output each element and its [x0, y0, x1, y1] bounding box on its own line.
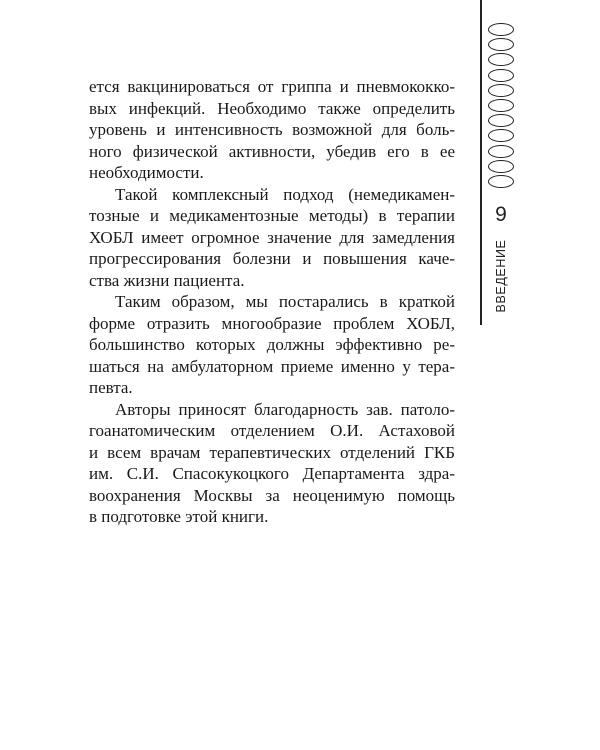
text-line: ного физической активности, убедив его в ее: [89, 141, 455, 161]
text-line: уровень и интенсивность возможной для боль-: [89, 120, 455, 139]
text-line: ства жизни пациента.: [89, 270, 245, 290]
text-line: Авторы приносят благодарность зав. патоло-: [115, 399, 455, 419]
circle-ornament: [488, 160, 514, 173]
page-number: 9: [495, 203, 507, 226]
paragraph-1: [89, 76, 455, 184]
margin-rule: [480, 0, 482, 325]
circle-ornament: [488, 114, 514, 127]
circle-ornament: [488, 175, 514, 188]
text-line: гоанатомическим отделением О.И. Астаховой: [89, 421, 455, 440]
text-line: форме отразить многообразие проблем ХОБЛ,: [89, 313, 455, 333]
paragraph-2: [89, 184, 455, 292]
section-marker-circles: [484, 23, 518, 190]
body-text: [89, 76, 455, 528]
circle-ornament: [488, 53, 514, 66]
text-line: в подготовке этой книги.: [89, 507, 269, 526]
text-line: необходимости.: [89, 163, 204, 182]
text-line: им. С.И. Спасокукоцкого Департамента здра-: [89, 464, 455, 483]
paragraph-3: [89, 291, 455, 399]
text-line: большинство которых должны эффективно ре-: [89, 335, 455, 354]
circle-ornament: [488, 69, 514, 82]
text-line: певта.: [89, 378, 133, 397]
circle-ornament: [488, 23, 514, 36]
text-line: Таким образом, мы постарались в краткой: [115, 292, 455, 311]
text-line: воохранения Москвы за неоценимую помощь: [89, 485, 455, 505]
circle-ornament: [488, 38, 514, 51]
text-line: ется вакцинироваться от гриппа и пневмококко-: [89, 77, 455, 96]
text-line: вых инфекций. Необходимо также определить: [89, 98, 455, 118]
text-line: шаться на амбулаторном приеме именно у тера-: [89, 356, 455, 376]
circle-ornament: [488, 145, 514, 158]
circle-ornament: [488, 99, 514, 112]
text-line: прогрессирования болезни и повышения каче-: [89, 249, 455, 268]
text-line: и всем врачам терапевтических отделений ГКБ: [89, 442, 455, 462]
text-line: ХОБЛ имеет огромное значение для замедления: [89, 227, 455, 247]
text-line: тозные и медикаментозные методы) в терапии: [89, 206, 455, 225]
paragraph-4: [89, 399, 455, 528]
circle-ornament: [488, 84, 514, 97]
text-line: Такой комплексный подход (немедикамен-: [115, 184, 455, 204]
section-label: ВВЕДЕНИЕ: [494, 239, 508, 313]
circle-ornament: [488, 129, 514, 142]
